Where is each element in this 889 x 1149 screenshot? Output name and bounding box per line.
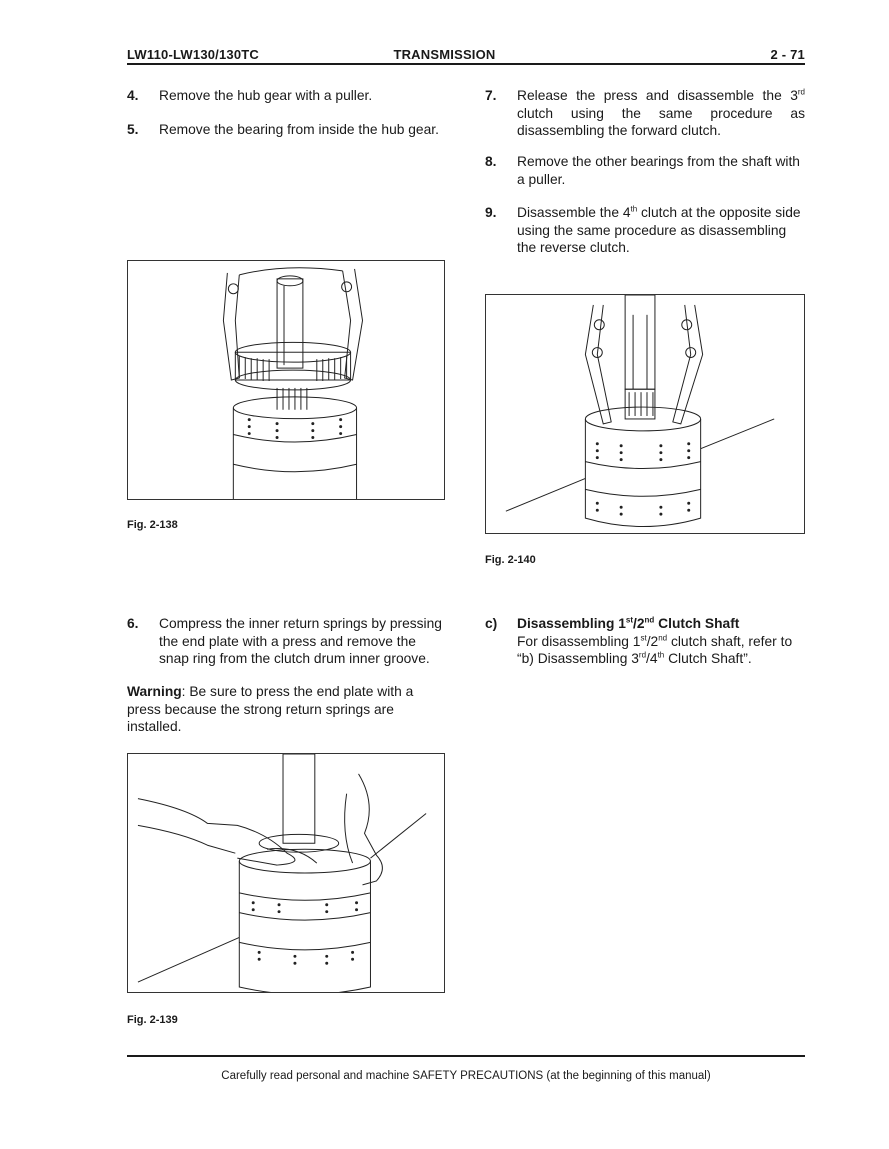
header-page-number: 2 - 71 xyxy=(770,47,805,62)
figure-2-139-illustration xyxy=(127,753,445,993)
step-4 xyxy=(127,87,447,107)
step-6 xyxy=(127,615,447,670)
footer-safety-note: Carefully read personal and machine SAFETY PRECAUTIONS (at the beginning of this manual) xyxy=(221,1070,711,1082)
figure-2-140-illustration xyxy=(485,294,805,534)
figure-2-139-caption: Fig. 2-139 xyxy=(127,1014,178,1026)
step-text: Remove the other bearings from the shaft with a puller. xyxy=(517,154,800,187)
warning-label: Warning xyxy=(127,684,182,699)
step-text: Remove the hub gear with a puller. xyxy=(159,88,373,103)
section-label: c) xyxy=(485,616,498,631)
step-text: Compress the inner return springs by pressing the end plate with a press and remove the snap ring from the clutch drum inner groove. xyxy=(159,616,442,666)
step-number: 5. xyxy=(127,122,139,137)
figure-2-140-caption: Fig. 2-140 xyxy=(485,554,536,566)
step-number: 9. xyxy=(485,205,497,220)
figure-2-138-illustration xyxy=(127,260,445,500)
section-content xyxy=(517,615,805,668)
step-number: 6. xyxy=(127,616,139,631)
step-9 xyxy=(485,204,805,259)
step-text: Remove the bearing from inside the hub gear. xyxy=(159,122,439,137)
footer-rule xyxy=(127,1055,805,1057)
step-number: 4. xyxy=(127,88,139,103)
step-8 xyxy=(485,153,805,191)
warning-note xyxy=(127,683,447,736)
warning-text: : Be sure to press the end plate with a press because the strong return springs are installed. xyxy=(127,684,414,734)
step-text: Release the press and disassemble the 3rd clutch using the same procedure as disassembling the forward clutch. xyxy=(517,87,805,138)
section-title: Disassembling 1st/2nd Clutch Shaft xyxy=(517,615,740,631)
step-7 xyxy=(485,87,805,142)
section-body: For disassembling 1st/2nd clutch shaft, refer to “b) Disassembling 3rd/4th Clutch Shaft”. xyxy=(517,632,793,666)
step-text: Disassemble the 4th clutch at the opposite side using the same procedure as disassembling the reverse clutch. xyxy=(517,204,801,255)
step-number: 8. xyxy=(485,154,497,169)
step-number: 7. xyxy=(485,88,497,103)
header-manual-model: LW110-LW130/130TC xyxy=(127,47,260,62)
figure-2-138-caption: Fig. 2-138 xyxy=(127,519,178,531)
step-5 xyxy=(127,121,457,141)
section-c xyxy=(485,615,805,670)
header-section-title: TRANSMISSION xyxy=(393,47,496,62)
header-rule xyxy=(127,63,805,65)
